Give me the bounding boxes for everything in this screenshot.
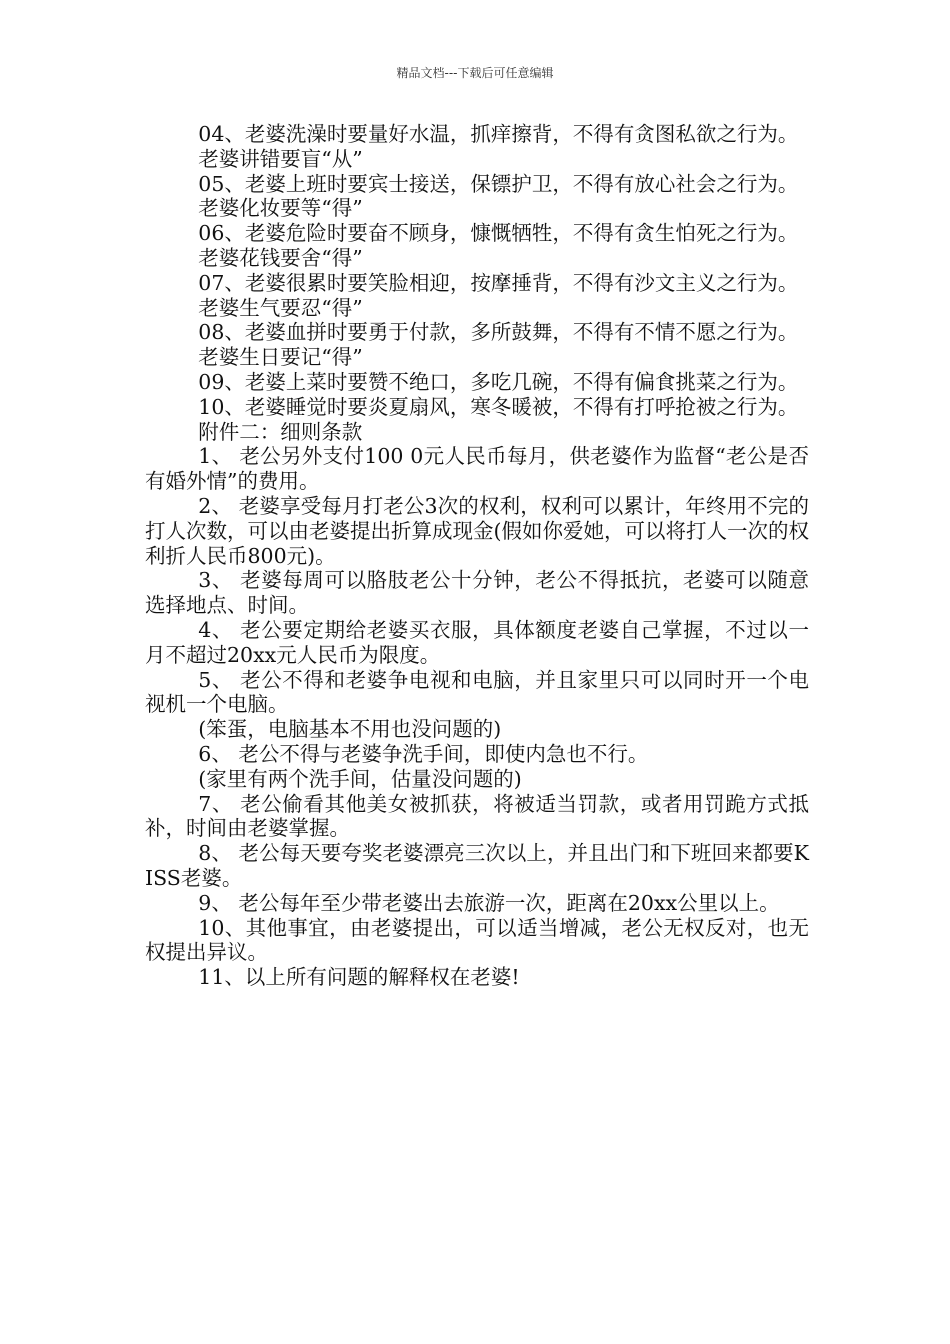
paragraph: 1、 老公另外支付100 0元人民币每月，供老婆作为监督“老公是否有婚外情”的费用。 [145,444,809,494]
paragraph: 04、老婆洗澡时要量好水温，抓痒擦背，不得有贪图私欲之行为。 [198,122,799,146]
paragraph: 3、 老婆每周可以胳肢老公十分钟，老公不得抵抗，老婆可以随意选择地点、时间。 [145,568,809,618]
paragraph: 07、老婆很累时要笑脸相迎，按摩捶背，不得有沙文主义之行为。 [198,270,799,295]
paragraph: 4、 老公要定期给老婆买衣服，具体额度老婆自己掌握，不过以一月不超过20xx元人民币为限度。 [145,617,809,667]
paragraph: 2、 老婆享受每月打老公3次的权利，权利可以累计，年终用不完的打人次数，可以由老婆提出折算成现金(假如你爱她，可以将打人一次的权利折人民币800元)。 [145,493,809,568]
paragraph: 8、 老公每天要夸奖老婆漂亮三次以上，并且出门和下班回来都要KISS老婆。 [145,841,809,890]
paragraph: 5、 老公不得和老婆争电视和电脑，并且家里只可以同时开一个电视机一个电脑。 [145,667,809,717]
paragraph: (笨蛋，电脑基本不用也没问题的) [198,717,502,742]
paragraph: 9、 老公每年至少带老婆出去旅游一次，距离在20xx公里以上。 [198,890,780,915]
paragraph: 08、老婆血拼时要勇于付款，多所鼓舞，不得有不情不愿之行为。 [198,320,799,345]
section-heading: 附件二：细则条款 [198,419,363,444]
paragraph: 老婆讲错要盲“从” [198,146,363,171]
paragraph: 老婆生气要忍“得” [198,295,363,320]
document-body [145,122,809,990]
paragraph: (家里有两个洗手间，估量没问题的) [198,766,522,791]
paragraph: 7、 老公偷看其他美女被抓获，将被适当罚款，或者用罚跪方式抵补，时间由老婆掌握。 [145,791,809,841]
paragraph: 老婆花钱要舍“得” [198,245,363,270]
paragraph: 10、老婆睡觉时要炎夏扇风，寒冬暖被，不得有打呼抢被之行为。 [198,394,799,419]
paragraph: 11、以上所有问题的解释权在老婆! [198,965,520,990]
paragraph: 6、 老公不得与老婆争洗手间，即使内急也不行。 [198,741,649,766]
paragraph: 09、老婆上菜时要赞不绝口，多吃几碗，不得有偏食挑菜之行为。 [198,369,799,394]
paragraph: 老婆化妆要等“得” [198,196,363,221]
page-header: 精品文档---下载后可任意编辑 [396,66,554,80]
paragraph: 06、老婆危险时要奋不顾身，慷慨牺牲，不得有贪生怕死之行为。 [198,221,799,246]
paragraph: 05、老婆上班时要宾士接送，保镖护卫，不得有放心社会之行为。 [198,171,799,196]
paragraph: 10、其他事宜，由老婆提出，可以适当增减，老公无权反对，也无权提出异议。 [145,915,809,965]
paragraph: 老婆生日要记“得” [198,345,363,370]
